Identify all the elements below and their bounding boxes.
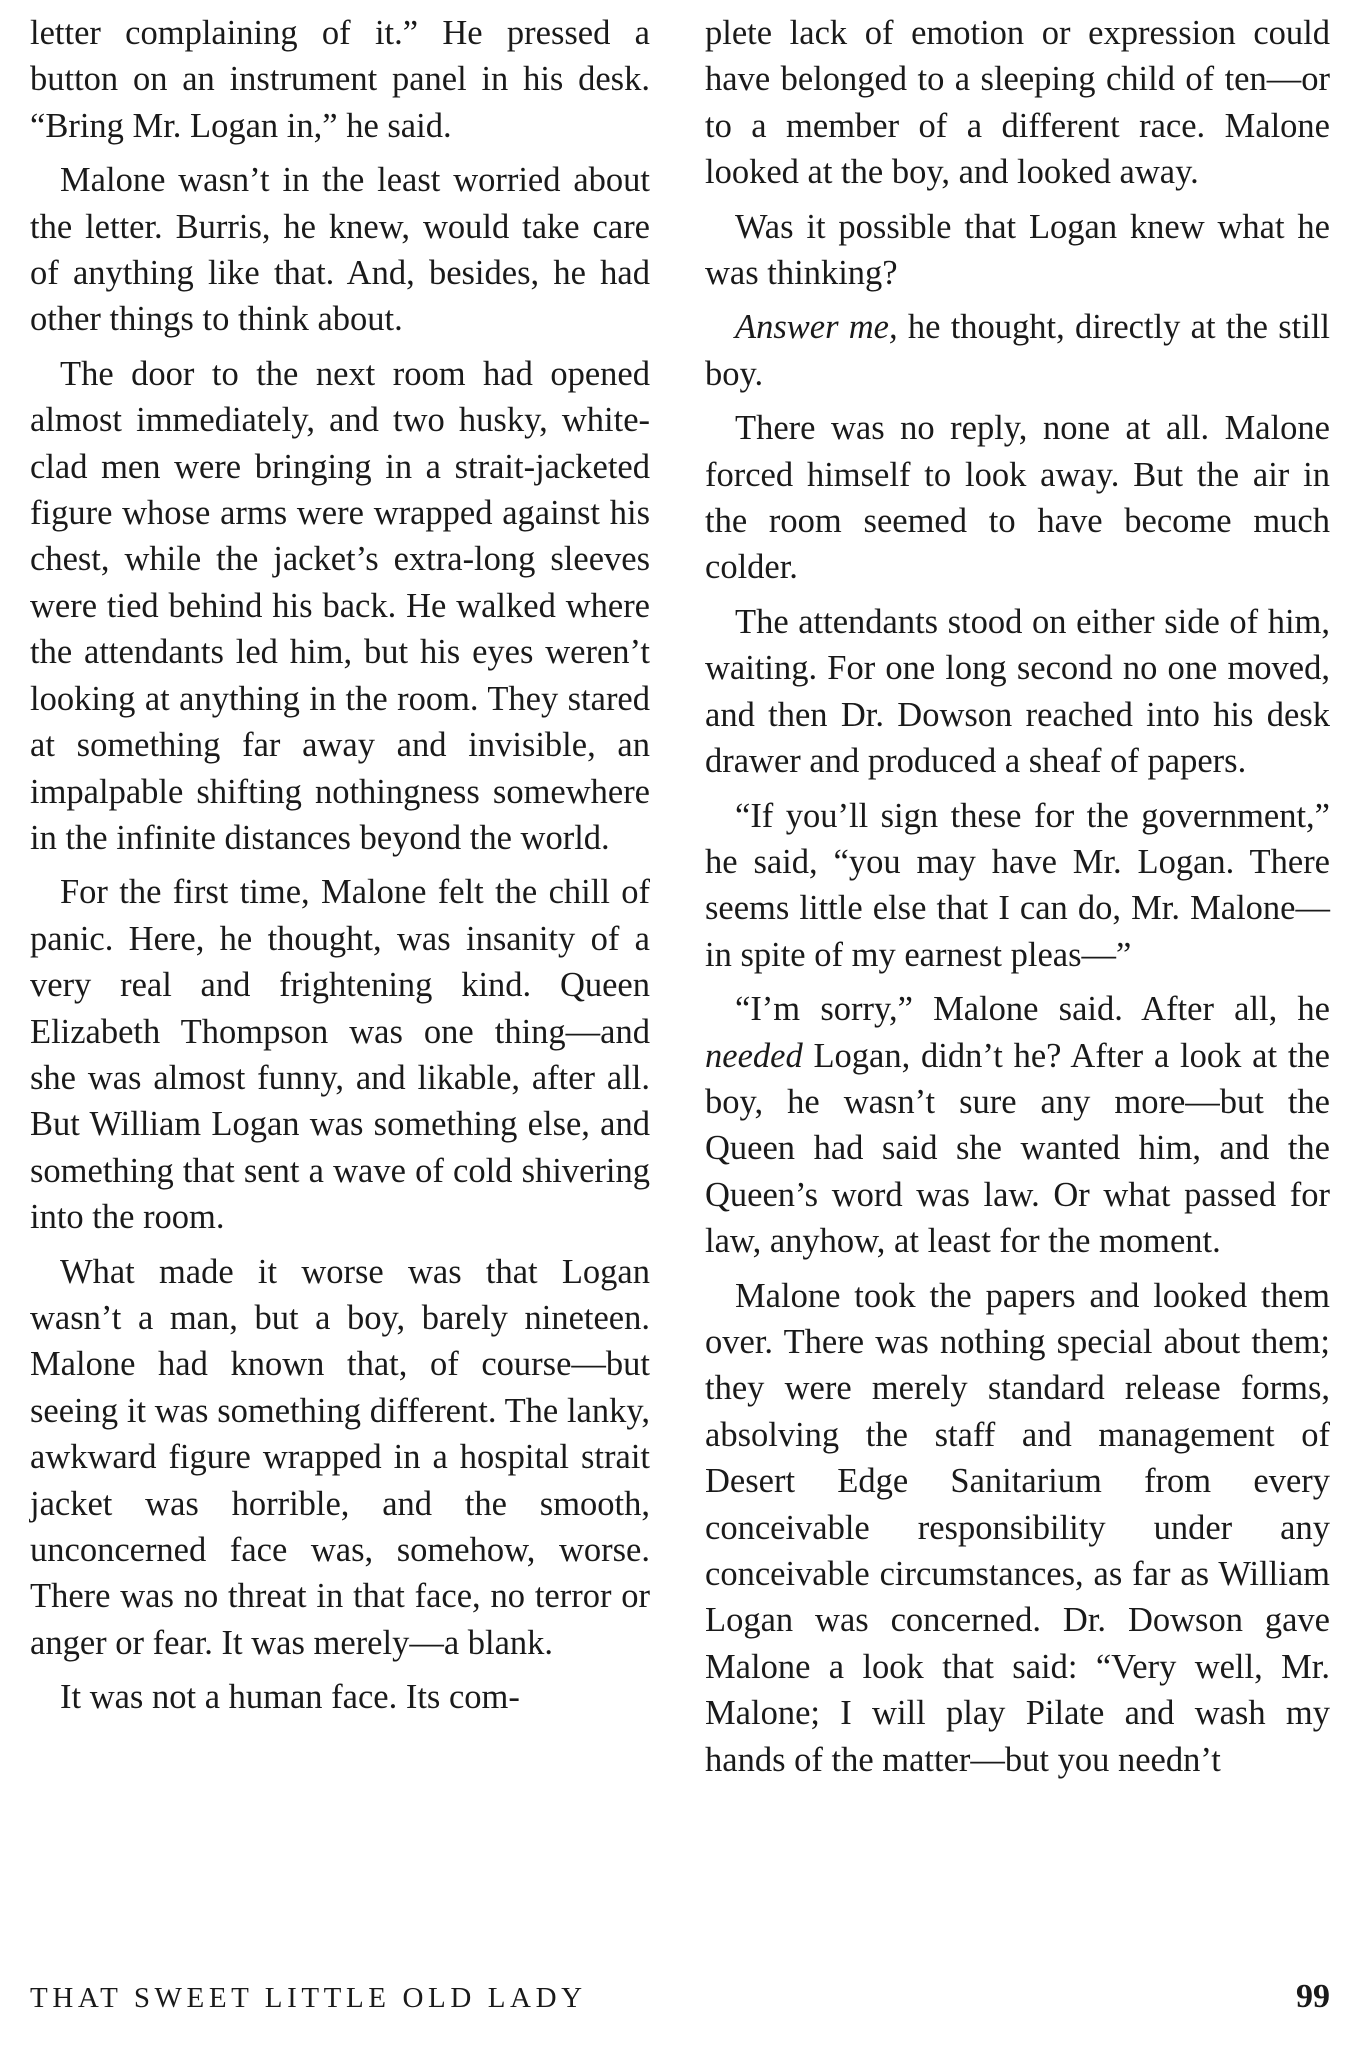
paragraph — [705, 304, 1330, 397]
paragraph: It was not a human face. Its com- — [60, 1678, 520, 1717]
page-footer — [30, 1978, 1330, 2032]
running-title: THAT SWEET LITTLE OLD LADY — [30, 1982, 587, 2014]
paragraph: letter complaining of it.” He pressed a button on an instrument panel in his desk. “Bring Mr. Logan in,” he said. — [30, 14, 650, 145]
paragraph: The door to the next room had opened almost immediately, and two husky, white-clad men were bringing in a strait-jacketed figure whose arms were wrapped against his chest, while the jacket’s extra-long sleeves were tied behind his back. He walked where the attendants led him, but his eyes weren’t looking at anything in the room. They stared at something far away and invisible, an impalpable shifting nothingness somewhere in the infinite distances beyond the world. — [30, 354, 650, 857]
paragraph: plete lack of emotion or expression could have belonged to a sleeping child of ten—or to a member of a different race. Malone looked at the boy, and looked away. — [705, 14, 1330, 192]
right-column — [705, 10, 1330, 1783]
italic-text: Answer me, — [735, 308, 898, 347]
left-column — [30, 10, 650, 1721]
paragraph-text: “I’m sorry,” Malone said. After all, he — [735, 990, 1330, 1029]
italic-text: needed — [705, 1036, 803, 1075]
paragraph: “If you’ll sign these for the government,” he said, “you may have Mr. Logan. There seems little else that I can do, Mr. Malone—in spite of my earnest pleas—” — [705, 796, 1330, 974]
paragraph: What made it worse was that Logan wasn’t a man, but a boy, barely nineteen. Malone had known that, of course—but seeing it was something different. The lanky, awkward figure wrapped in a hospital strait jacket was horrible, and the smooth, unconcerned face was, somehow, worse. There was no threat in that face, no terror or anger or fear. It was merely—a blank. — [30, 1252, 650, 1662]
paragraph: Malone wasn’t in the least worried about the letter. Burris, he knew, would take care of anything like that. And, besides, he had other things to think about. — [30, 161, 650, 339]
paragraph: Was it possible that Logan knew what he was thinking? — [705, 207, 1330, 293]
paragraph: Malone took the papers and looked them over. There was nothing special about them; they were merely standard release forms, absolving the staff and management of Desert Edge Sanitarium from every conceivable responsibility under any conceivable circumstances, as far as William Logan was concerned. Dr. Dowson gave Malone a look that said: “Very well, Mr. Malone; I will play Pilate and wash my hands of the matter—but you needn’t — [705, 1276, 1330, 1779]
paragraph-text: he thought, directly at the still boy. — [705, 308, 1330, 393]
paragraph: There was no reply, none at all. Malone forced himself to look away. But the air in the room seemed to have become much colder. — [705, 409, 1330, 587]
paragraph: The attendants stood on either side of him, waiting. For one long second no one moved, and then Dr. Dowson reached into his desk drawer and produced a sheaf of papers. — [705, 602, 1330, 781]
paragraph — [705, 986, 1330, 1264]
paragraph: For the first time, Malone felt the chill of panic. Here, he thought, was insanity of a very real and frightening kind. Queen Elizabeth Thompson was one thing—and she was almost funny, and likable, after all. But William Logan was something else, and something that sent a wave of cold shivering into the room. — [30, 873, 650, 1237]
paragraph-text: Logan, didn’t he? After a look at the boy, he wasn’t sure any more—but the Queen had said she wanted him, and the Queen’s word was law. Or what passed for law, anyhow, at least for the moment. — [705, 1036, 1330, 1261]
page-number: 99 — [1296, 1978, 1330, 2015]
